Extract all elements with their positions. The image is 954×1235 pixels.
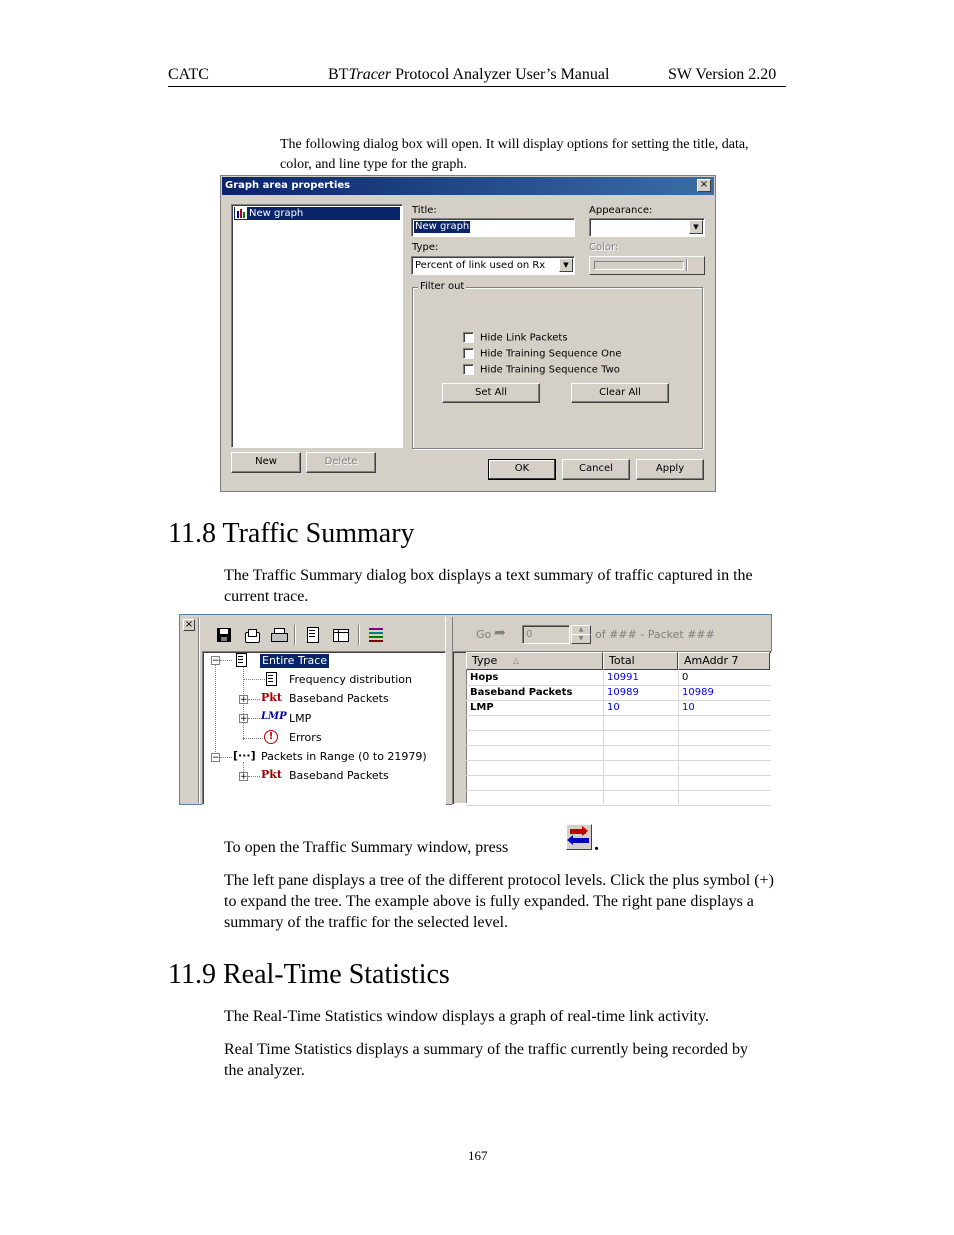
header-center-italic: Tracer: [348, 66, 392, 83]
cell-type: Baseband Packets: [470, 687, 573, 698]
left-pane-text: The left pane displays a tree of the different protocol levels. Click the plus symbol (+) to expand the tree. The example above is fully expanded. The right pane displays a summary of the traffic for the selected level.: [224, 872, 774, 931]
color-label: Color:: [589, 242, 619, 253]
color-bars-icon[interactable]: [368, 627, 384, 643]
document-icon: [235, 653, 247, 667]
table-row[interactable]: [466, 685, 771, 701]
cell-amaddr: 10: [682, 702, 695, 713]
header-center-pre: BT: [328, 66, 349, 83]
section-11-9-text-1: The Real-Time Statistics window displays a graph of real-time link activity.: [224, 1008, 709, 1025]
header-center: [328, 66, 609, 84]
appearance-select[interactable]: [589, 218, 705, 237]
spinner-up-icon[interactable]: ▲: [571, 625, 591, 635]
summary-grid: [452, 651, 772, 805]
section-11-9-heading: 11.9 Real-Time Statistics: [168, 959, 450, 990]
graph-properties-dialog: [220, 175, 716, 492]
traffic-summary-window: [179, 614, 772, 805]
close-icon: ×: [699, 179, 709, 190]
header-rule: [168, 86, 786, 87]
dialog-titlebar: [222, 177, 714, 195]
apply-button[interactable]: Apply: [636, 459, 704, 480]
tree-item-baseband[interactable]: Baseband Packets: [289, 692, 389, 705]
dialog-title: Graph area properties: [225, 180, 351, 191]
traffic-summary-toolbar-icon[interactable]: [566, 824, 592, 850]
dialog-close-button[interactable]: [697, 179, 711, 192]
column-header-label: Type: [472, 654, 498, 667]
page-number: 167: [468, 1148, 488, 1163]
title-input-value: New graph: [415, 221, 470, 232]
table-row: [466, 760, 771, 776]
save-icon[interactable]: [216, 627, 232, 643]
type-select[interactable]: [411, 256, 575, 275]
clear-all-button[interactable]: Clear All: [571, 383, 669, 403]
tree-item-entire-trace[interactable]: Entire Trace: [262, 654, 328, 667]
checkbox-label: Hide Training Sequence Two: [480, 364, 620, 376]
open-traffic-text: To open the Traffic Summary window, press: [224, 839, 509, 856]
traffic-close-button[interactable]: [183, 619, 195, 631]
graph-list-item[interactable]: [234, 207, 400, 220]
packet-range-text: of ### - Packet ###: [595, 628, 715, 641]
lmp-icon: LMP: [261, 711, 287, 722]
column-header-total[interactable]: [603, 652, 678, 670]
checkbox-icon: [463, 364, 474, 375]
open-text-period: .: [594, 833, 599, 855]
cell-total: 10991: [607, 672, 639, 683]
cell-type: Hops: [470, 672, 499, 683]
tree-item-frequency[interactable]: Frequency distribution: [289, 673, 413, 686]
filter-label: Filter out: [420, 281, 465, 292]
column-header-amaddr[interactable]: [678, 652, 770, 670]
go-packet-input-value: 0: [526, 629, 533, 640]
checkbox-label: Hide Training Sequence One: [480, 348, 622, 360]
error-icon: !: [264, 730, 278, 744]
pkt-icon: Pkt: [261, 691, 282, 704]
graph-bar-icon: [235, 207, 247, 219]
cell-amaddr: 10989: [682, 687, 714, 698]
table-row[interactable]: [466, 700, 771, 716]
set-all-button[interactable]: Set All: [442, 383, 540, 403]
delete-button[interactable]: Delete: [306, 452, 376, 473]
type-label: Type:: [412, 242, 439, 253]
close-icon: ×: [184, 619, 194, 630]
hide-link-packets-checkbox[interactable]: [463, 332, 568, 344]
cell-total: 10989: [607, 687, 639, 698]
intro-text: The following dialog box will open. It will display options for setting the title, data, color, and line type for the graph.: [280, 137, 749, 172]
type-select-value: Percent of link used on Rx: [415, 260, 546, 271]
tree-item-range[interactable]: Packets in Range (0 to 21979): [261, 750, 427, 763]
cell-amaddr: 0: [682, 672, 689, 683]
tree-collapse-icon[interactable]: −: [212, 656, 220, 666]
chevron-down-icon[interactable]: ▼: [559, 258, 573, 272]
hide-training-two-checkbox[interactable]: [463, 364, 620, 376]
hide-training-one-checkbox[interactable]: [463, 348, 621, 360]
tree-item-errors[interactable]: Errors: [289, 731, 322, 744]
spinner-down-icon[interactable]: ▼: [571, 634, 591, 644]
pkt-icon: Pkt: [261, 768, 282, 781]
checkbox-icon: [463, 332, 474, 343]
go-packet-spinner[interactable]: [571, 625, 591, 644]
export-icon[interactable]: [244, 627, 260, 643]
cancel-button[interactable]: Cancel: [562, 459, 630, 480]
section-11-8-text: The Traffic Summary dialog box displays a text summary of traffic captured in the current trace.: [224, 567, 753, 605]
go-arrow-icon[interactable]: ➦: [494, 625, 506, 641]
table-view-icon[interactable]: [332, 627, 350, 643]
range-icon: [···]: [233, 749, 256, 762]
new-button[interactable]: New: [231, 452, 301, 473]
document-icon[interactable]: [306, 627, 320, 643]
table-row: [466, 745, 771, 761]
chevron-down-icon[interactable]: ▼: [689, 220, 703, 234]
tree-expand-icon[interactable]: +: [240, 714, 248, 724]
section-11-8-heading: 11.8 Traffic Summary: [168, 518, 415, 549]
table-row: [466, 775, 771, 791]
header-center-post: Protocol Analyzer User’s Manual: [391, 66, 610, 83]
summary-grid-body: [466, 652, 771, 804]
go-packet-input[interactable]: [522, 625, 570, 644]
tree-expand-icon[interactable]: +: [240, 772, 248, 782]
table-row: [466, 715, 771, 731]
appearance-label: Appearance:: [589, 205, 653, 216]
sort-ascending-icon: △: [513, 656, 520, 665]
go-label: Go: [476, 628, 492, 641]
graph-list-item-label: New graph: [249, 208, 304, 219]
column-header-label: Total: [609, 654, 635, 667]
table-row: [466, 730, 771, 746]
tree-item-baseband-range[interactable]: Baseband Packets: [289, 769, 389, 782]
header-left: CATC: [168, 66, 209, 83]
header-right: SW Version 2.20: [668, 66, 777, 83]
graph-list[interactable]: [231, 204, 403, 448]
column-header-type[interactable]: [466, 652, 603, 670]
tree-collapse-icon[interactable]: −: [212, 753, 220, 763]
title-input[interactable]: [411, 218, 575, 237]
cell-type: LMP: [470, 702, 494, 713]
column-header-label: AmAddr 7: [684, 654, 739, 667]
tree-item-lmp[interactable]: LMP: [289, 712, 312, 725]
table-row: [466, 790, 771, 806]
checkbox-label: Hide Link Packets: [480, 332, 568, 344]
title-label: Title:: [412, 205, 437, 216]
cell-total: 10: [607, 702, 620, 713]
table-row[interactable]: [466, 670, 771, 686]
section-11-9-text-2: Real Time Statistics displays a summary of the traffic currently being recorded by the analyzer.: [224, 1041, 749, 1079]
protocol-tree[interactable]: [202, 651, 446, 805]
color-picker[interactable]: [589, 256, 705, 275]
tree-expand-icon[interactable]: +: [240, 695, 248, 705]
checkbox-icon: [463, 348, 474, 359]
print-icon[interactable]: [270, 627, 288, 643]
document-icon: [265, 672, 277, 686]
color-swatch: [594, 261, 684, 270]
ok-button[interactable]: OK: [488, 459, 556, 480]
